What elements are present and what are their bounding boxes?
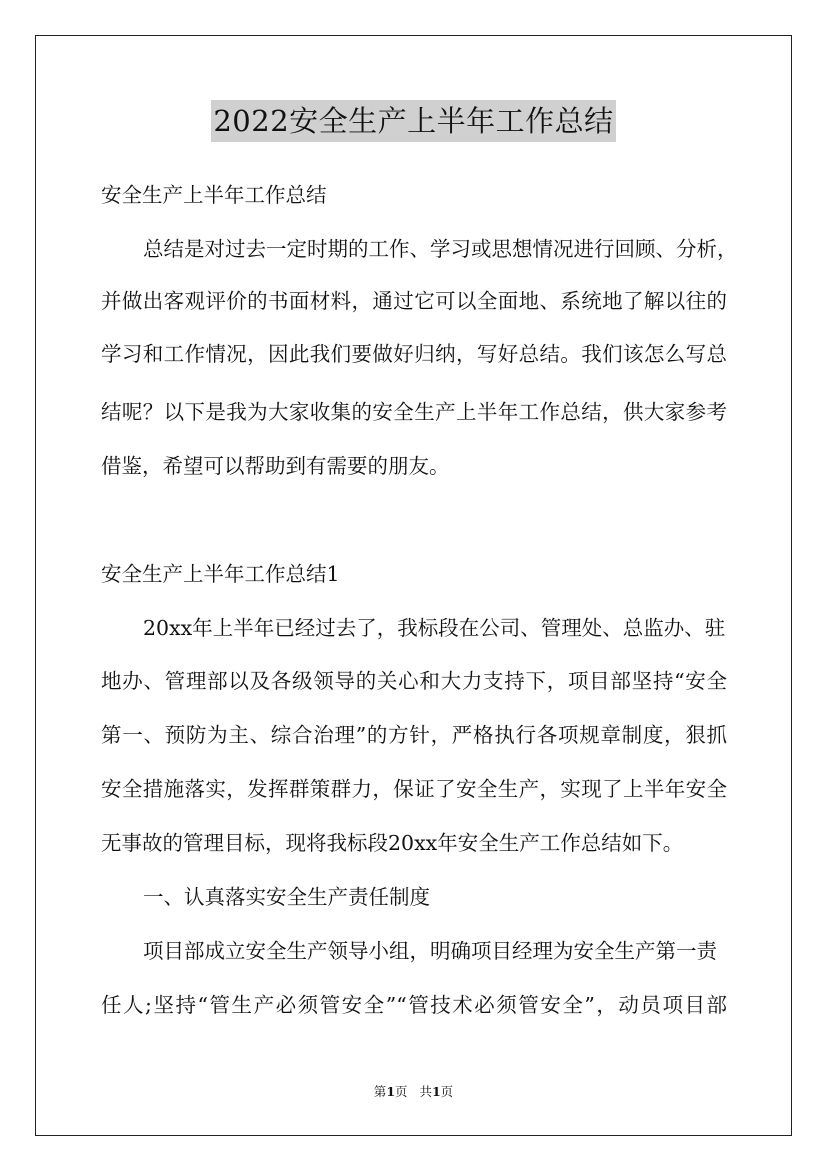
section-line: 20xx年上半年已经过去了，我标段在公司、管理处、总监办、驻 bbox=[143, 616, 726, 640]
section-line: 安全措施落实，发挥群策群力，保证了安全生产，实现了上半年安全 bbox=[101, 777, 727, 801]
intro-line: 结呢？以下是我为大家收集的安全生产上半年工作总结，供大家参考 bbox=[101, 400, 727, 424]
subheading: 一、认真落实安全生产责任制度 bbox=[143, 885, 430, 909]
footer-page-number: 1 bbox=[386, 1084, 396, 1099]
title-container bbox=[0, 100, 827, 142]
footer-total-suffix: 页 bbox=[440, 1084, 454, 1099]
footer-page-suffix: 页 bbox=[395, 1084, 408, 1099]
section-line: 第一、预防为主、综合治理”的方针，严格执行各项规章制度，狠抓 bbox=[101, 723, 727, 747]
section-heading: 安全生产上半年工作总结1 bbox=[101, 562, 340, 586]
footer-page-prefix: 第 bbox=[373, 1084, 387, 1099]
section-line: 无事故的管理目标，现将我标段20xx年安全生产工作总结如下。 bbox=[101, 831, 684, 855]
intro-line: 借鉴，希望可以帮助到有需要的朋友。 bbox=[101, 454, 450, 478]
footer-total-number: 1 bbox=[431, 1084, 441, 1099]
page-footer bbox=[0, 1084, 827, 1100]
footer-total-prefix: 共 bbox=[419, 1084, 432, 1099]
intro-line: 学习和工作情况，因此我们要做好归纳，写好总结。我们该怎么写总 bbox=[101, 342, 727, 366]
document-subtitle: 安全生产上半年工作总结 bbox=[101, 183, 327, 207]
intro-line: 并做出客观评价的书面材料，通过它可以全面地、系统地了解以往的 bbox=[101, 289, 727, 313]
body-line: 项目部成立安全生产领导小组，明确项目经理为安全生产第一责 bbox=[143, 939, 717, 963]
document-title: 2022安全生产上半年工作总结 bbox=[211, 100, 615, 142]
body-line: 任人;坚持“管生产必须管安全”“管技术必须管安全”，动员项目部 bbox=[101, 993, 727, 1017]
section-line: 地办、管理部以及各级领导的关心和大力支持下，项目部坚持“安全 bbox=[101, 669, 727, 693]
intro-line: 总结是对过去一定时期的工作、学习或思想情况进行回顾、分析， bbox=[143, 237, 738, 261]
